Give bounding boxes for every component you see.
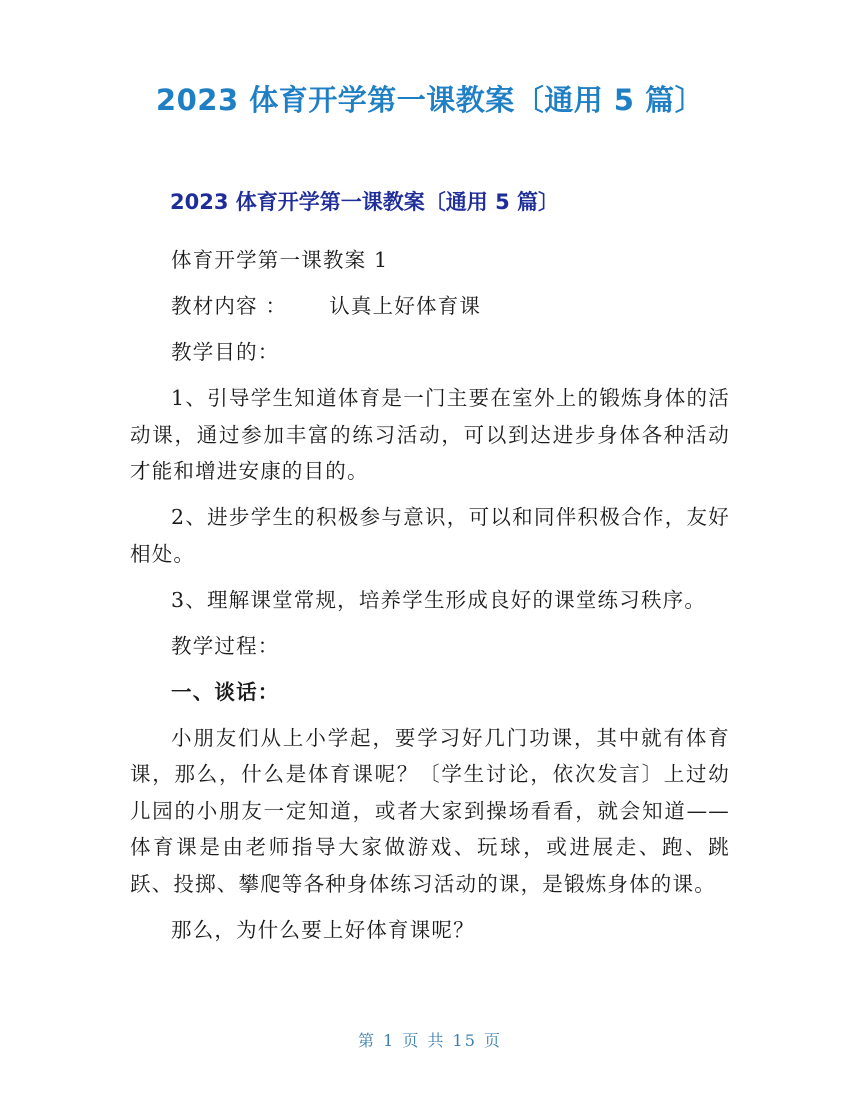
- lesson-plan-title: 体育开学第一课教案 1: [171, 248, 389, 272]
- document-title: 2023 体育开学第一课教案〔通用 5 篇〕: [155, 83, 705, 117]
- section-heading: 2023 体育开学第一课教案〔通用 5 篇〕: [170, 190, 559, 214]
- page-footer: 第 1 页 共 15 页: [358, 1031, 502, 1050]
- subsection-heading-talk: 一、谈话：: [171, 679, 280, 704]
- teaching-objectives-heading: 教学目的：: [171, 340, 280, 364]
- document-body: [130, 242, 730, 948]
- teaching-content: [130, 288, 730, 325]
- talk-paragraph: 小朋友们从上小学起，要学习好几门功课，其中就有体育课，那么，什么是体育课呢？〔学生讨论，依次发言〕上过幼儿园的小朋友一定知道，或者大家到操场看看，就会知道——体育课是由老师指导大家做游戏、玩球，或进展走、跑、跳跃、投掷、攀爬等各种身体练习活动的课，是锻炼身体的课。: [130, 725, 730, 896]
- teaching-content-value: 认真上好体育课: [329, 294, 482, 318]
- teaching-process-heading: 教学过程：: [171, 633, 280, 658]
- objective-item-2: 2、进步学生的积极参与意识，可以和同伴积极合作，友好相处。: [130, 505, 730, 566]
- question-paragraph: 那么，为什么要上好体育课呢？: [171, 917, 475, 942]
- objective-item-3: 3、理解课堂常规，培养学生形成良好的课堂练习秩序。: [171, 587, 707, 612]
- objective-item-1: 1、引导学生知道体育是一门主要在室外上的锻炼身体的活动课，通过参加丰富的练习活动，可以到达进步身体各种活动才能和增进安康的目的。: [130, 386, 730, 483]
- teaching-content-label: 教材内容 ：: [171, 294, 288, 318]
